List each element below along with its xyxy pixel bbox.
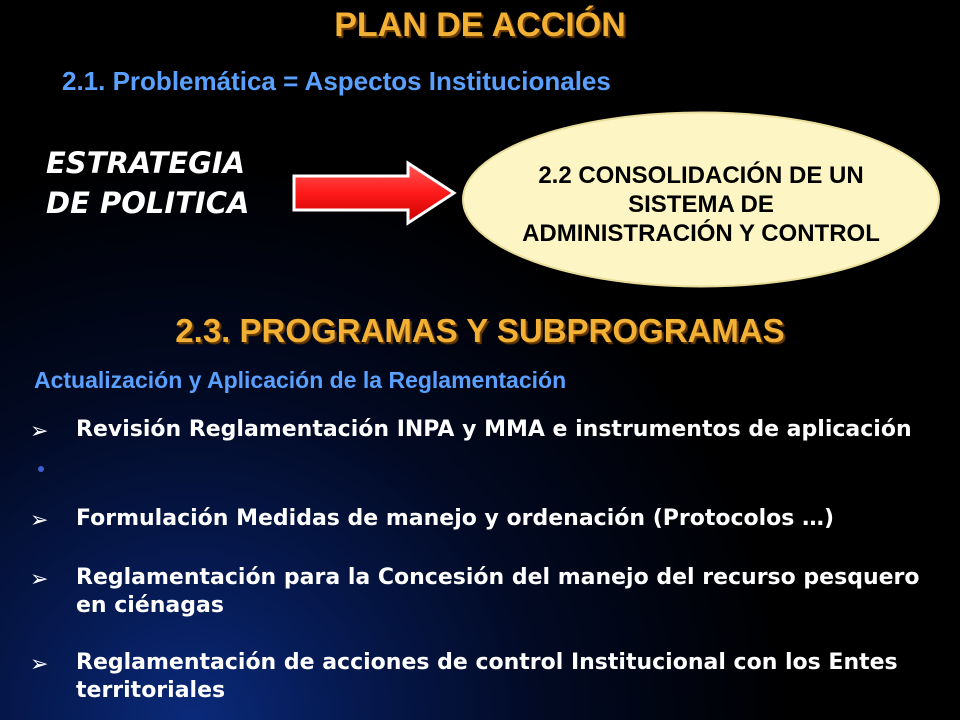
right-arrow-icon xyxy=(290,160,460,226)
bullet-item xyxy=(30,564,930,620)
bullet-arrow-icon: ➢ xyxy=(30,566,49,591)
bullet-text: Formulación Medidas de manejo y ordenación (Protocolos …) xyxy=(76,506,835,531)
decorative-dot xyxy=(38,466,44,472)
bullet-arrow-icon: ➢ xyxy=(30,507,49,532)
strategy-line-1: ESTRATEGIA xyxy=(46,146,246,180)
bullet-arrow-icon: ➢ xyxy=(30,418,49,443)
bullet-item xyxy=(30,416,930,445)
bullet-item xyxy=(30,649,930,705)
bullet-text: Reglamentación para la Concesión del manejo del recurso pesquero en ciénagas xyxy=(76,565,920,618)
strategy-label xyxy=(46,143,249,223)
bullet-text: Reglamentación de acciones de control Institucional con los Entes territoriales xyxy=(76,650,898,703)
programs-subtitle: Actualización y Aplicación de la Reglamentación xyxy=(34,367,567,393)
slide-subtitle: 2.1. Problemática = Aspectos Institucionales xyxy=(62,66,611,96)
programs-title: 2.3. PROGRAMAS Y SUBPROGRAMAS xyxy=(175,312,785,349)
slide-title: PLAN DE ACCIÓN xyxy=(334,6,626,44)
bullet-text: Revisión Reglamentación INPA y MMA e instrumentos de aplicación xyxy=(76,417,912,442)
bullet-arrow-icon: ➢ xyxy=(30,651,49,676)
strategy-line-2: DE POLITICA xyxy=(46,186,250,220)
ellipse-label: 2.2 CONSOLIDACIÓN DE UN SISTEMA DE ADMINISTRACIÓN Y CONTROL xyxy=(522,162,880,247)
bullet-item xyxy=(30,505,930,534)
consolidation-ellipse-text xyxy=(459,108,943,291)
